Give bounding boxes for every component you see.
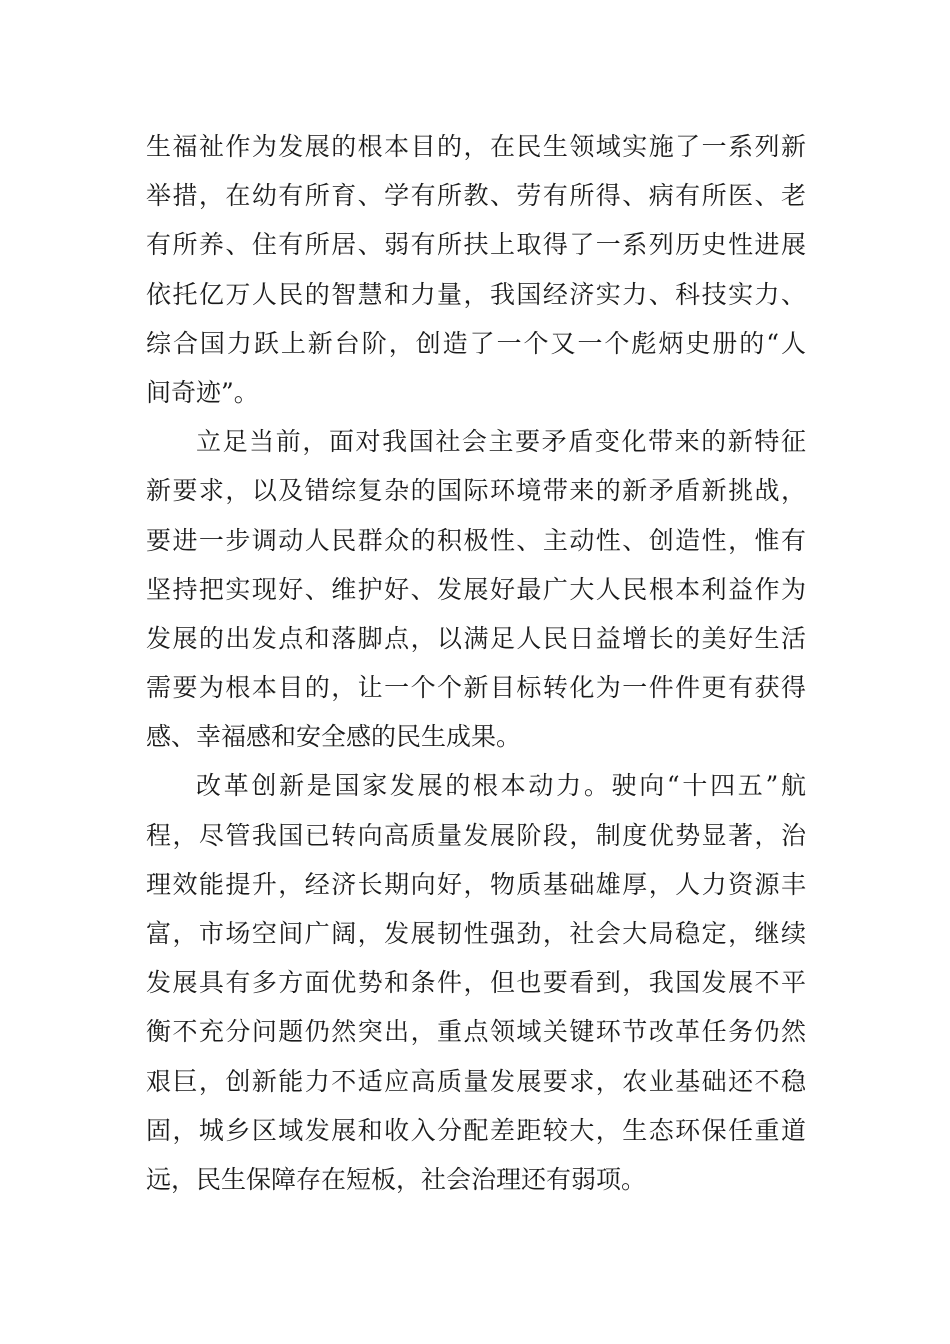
paragraph-1-line-2: 举措，在幼有所育、学有所教、劳有所得、病有所医、老 bbox=[146, 181, 806, 211]
paragraph-1-line-4: 依托亿万人民的智慧和力量，我国经济实力、科技实力、 bbox=[146, 279, 806, 309]
paragraph-3-line-7: 艰巨，创新能力不适应高质量发展要求，农业基础还不稳 bbox=[146, 1066, 806, 1096]
body-text bbox=[146, 122, 806, 1204]
paragraph-3-line-3: 理效能提升，经济长期向好，物质基础雄厚，人力资源丰 bbox=[146, 869, 806, 899]
paragraph-3-line-9: 远，民生保障存在短板，社会治理还有弱项。 bbox=[146, 1164, 647, 1194]
paragraph-3-line-1: 改革创新是国家发展的根本动力。驶向“十四五”航 bbox=[196, 771, 806, 801]
paragraph-2-line-1: 立足当前，面对我国社会主要矛盾变化带来的新特征 bbox=[196, 427, 806, 457]
paragraph-1-line-1: 生福祉作为发展的根本目的，在民生领域实施了一系列新 bbox=[146, 132, 806, 161]
paragraph-2-line-4: 坚持把实现好、维护好、发展好最广大人民根本利益作为 bbox=[146, 574, 806, 604]
paragraph-2-line-2: 新要求，以及错综复杂的国际环境带来的新矛盾新挑战， bbox=[146, 476, 806, 506]
paragraph-1-line-6: 间奇迹”。 bbox=[146, 377, 259, 407]
paragraph-3-line-2: 程，尽管我国已转向高质量发展阶段，制度优势显著，治 bbox=[146, 820, 806, 850]
paragraph-1-line-5: 综合国力跃上新台阶，创造了一个又一个彪炳史册的“人 bbox=[146, 328, 806, 358]
paragraph-3-line-6: 衡不充分问题仍然突出，重点领域关键环节改革任务仍然 bbox=[146, 1017, 806, 1047]
paragraph-3-line-8: 固，城乡区域发展和收入分配差距较大，生态环保任重道 bbox=[146, 1115, 806, 1145]
paragraph-2-line-7: 感、幸福感和安全感的民生成果。 bbox=[146, 722, 522, 752]
paragraph-2-line-5: 发展的出发点和落脚点，以满足人民日益增长的美好生活 bbox=[146, 623, 806, 653]
paragraph-3-line-4: 富，市场空间广阔，发展韧性强劲，社会大局稳定，继续 bbox=[146, 919, 806, 948]
paragraph-1-line-3: 有所养、住有所居、弱有所扶上取得了一系列历史性进展 bbox=[146, 230, 806, 260]
paragraph-2-line-3: 要进一步调动人民群众的积极性、主动性、创造性，惟有 bbox=[146, 525, 806, 555]
paragraph-3-line-5: 发展具有多方面优势和条件，但也要看到，我国发展不平 bbox=[146, 968, 806, 998]
paragraph-2-line-6: 需要为根本目的，让一个个新目标转化为一件件更有获得 bbox=[146, 673, 806, 703]
